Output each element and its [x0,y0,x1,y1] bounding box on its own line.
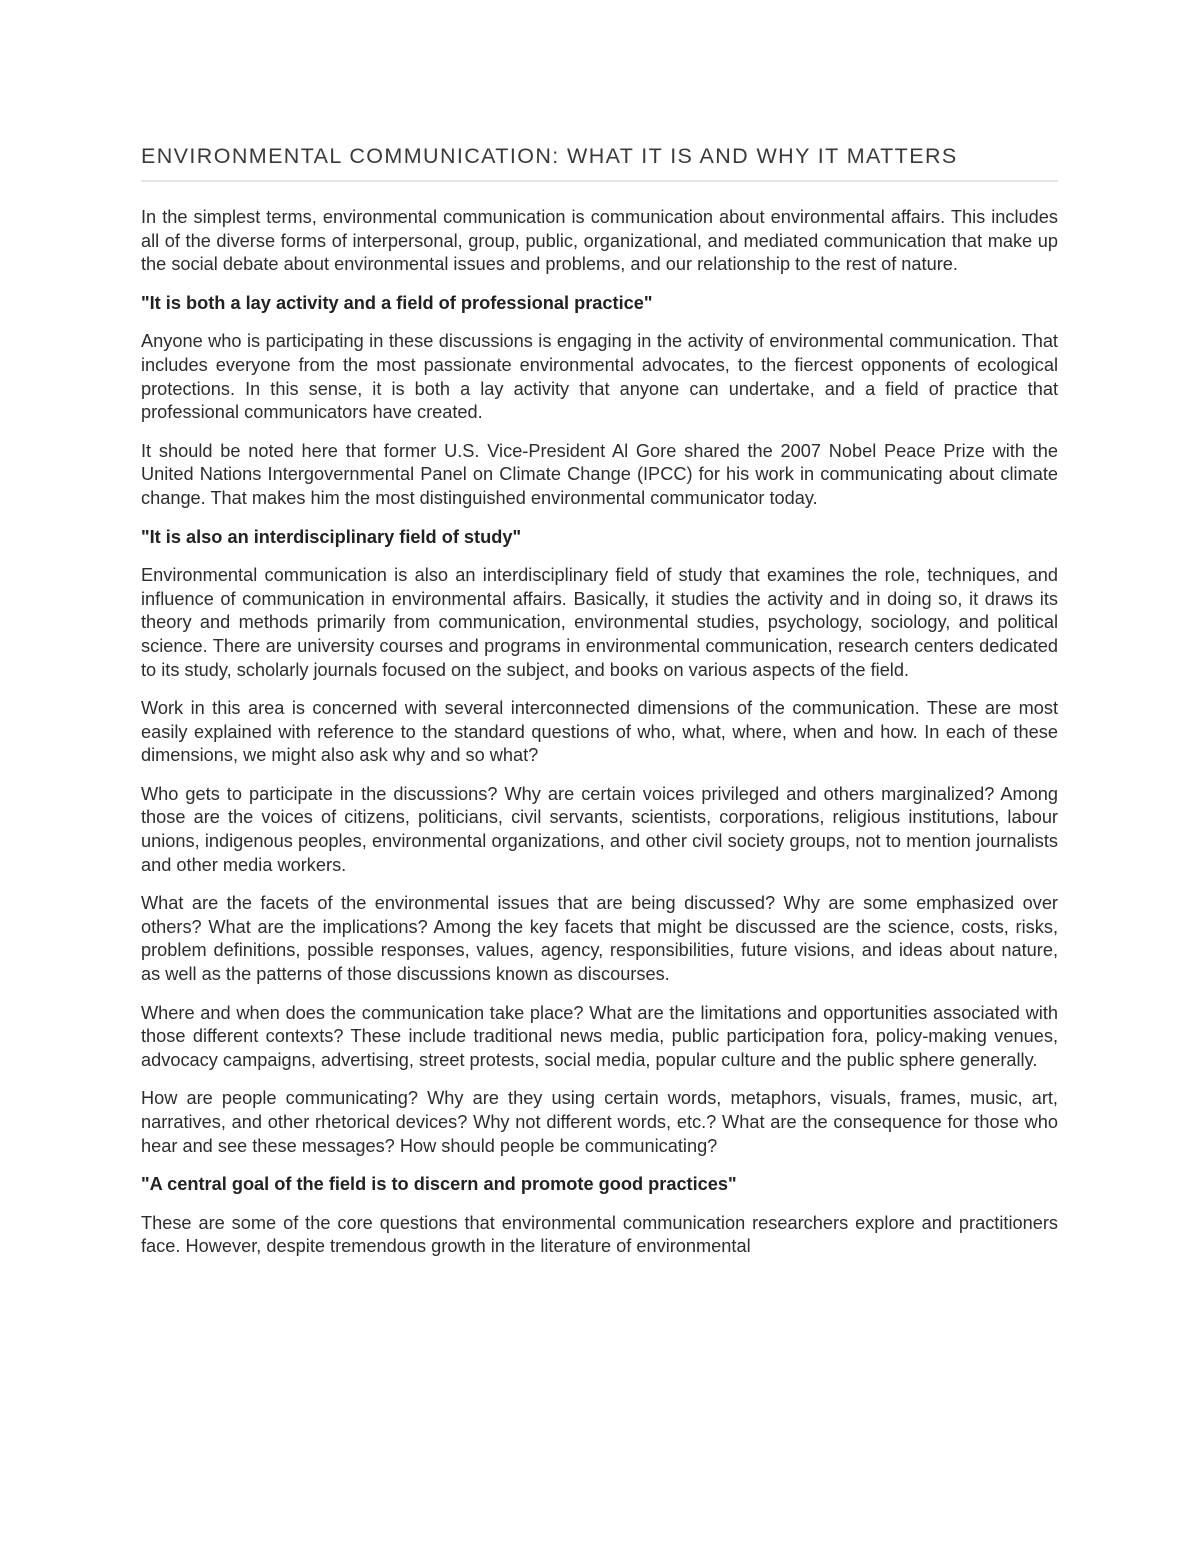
paragraph: Who gets to participate in the discussions? Why are certain voices privileged and others marginalized? Among those are the voices of citizens, politicians, civil servants, scientists, corporations, religious institutions, labour unions, indigenous peoples, environmental organizations, and other civil society groups, not to mention journalists and other media workers. [141,783,1058,875]
paragraph: In the simplest terms, environmental communication is communication about environmental affairs. This includes all of the diverse forms of interpersonal, group, public, organizational, and mediated communication that make up the social debate about environmental issues and problems, and our relationship to the rest of nature. [141,207,1058,275]
section-subheading: "It is both a lay activity and a field of professional practice" [141,292,653,313]
document-title: ENVIRONMENTAL COMMUNICATION: WHAT IT IS AND WHY IT MATTERS [141,144,958,168]
paragraph: Anyone who is participating in these discussions is engaging in the activity of environmental communication. That includes everyone from the most passionate environmental advocates, to the fiercest opponents of ecological protections. In this sense, it is both a lay activity that anyone can undertake, and a field of practice that professional communicators have created. [141,331,1058,423]
section-subheading: "It is also an interdisciplinary field of study" [141,526,522,547]
paragraph: What are the facets of the environmental issues that are being discussed? Why are some emphasized over others? What are the implications? Among the key facets that might be discussed are the science, costs, risks, problem definitions, possible responses, values, agency, responsibilities, future visions, and ideas about nature, as well as the patterns of those discussions known as discourses. [141,893,1058,985]
document-page [141,140,1058,1274]
paragraph: Where and when does the communication take place? What are the limitations and opportunities associated with those different contexts? These include traditional news media, public participation fora, policy-making venues, advocacy campaigns, advertising, street protests, social media, popular culture and the public sphere generally. [141,1002,1058,1070]
paragraph: These are some of the core questions that environmental communication researchers explore and practitioners face. However, despite tremendous growth in the literature of environmental [141,1212,1058,1257]
paragraph: How are people communicating? Why are they using certain words, metaphors, visuals, frames, music, art, narratives, and other rhetorical devices? Why not different words, etc.? What are the consequence for those who hear and see these messages? How should people be communicating? [141,1088,1058,1156]
section-subheading: "A central goal of the field is to discern and promote good practices" [141,1174,737,1195]
title-divider [141,180,1058,182]
paragraph: Work in this area is concerned with several interconnected dimensions of the communication. These are most easily explained with reference to the standard questions of who, what, where, when and how. In each of these dimensions, we might also ask why and so what? [141,698,1058,766]
paragraph: Environmental communication is also an interdisciplinary field of study that examines the role, techniques, and influence of communication in environmental affairs. Basically, it studies the activity and in doing so, it draws its theory and methods primarily from communication, environmental studies, psychology, sociology, and political science. There are university courses and programs in environmental communication, research centers dedicated to its study, scholarly journals focused on the subject, and books on various aspects of the field. [141,565,1058,680]
paragraph: It should be noted here that former U.S. Vice-President Al Gore shared the 2007 Nobel Peace Prize with the United Nations Intergovernmental Panel on Climate Change (IPCC) for his work in communicating about climate change. That makes him the most distinguished environmental communicator today. [141,440,1058,508]
